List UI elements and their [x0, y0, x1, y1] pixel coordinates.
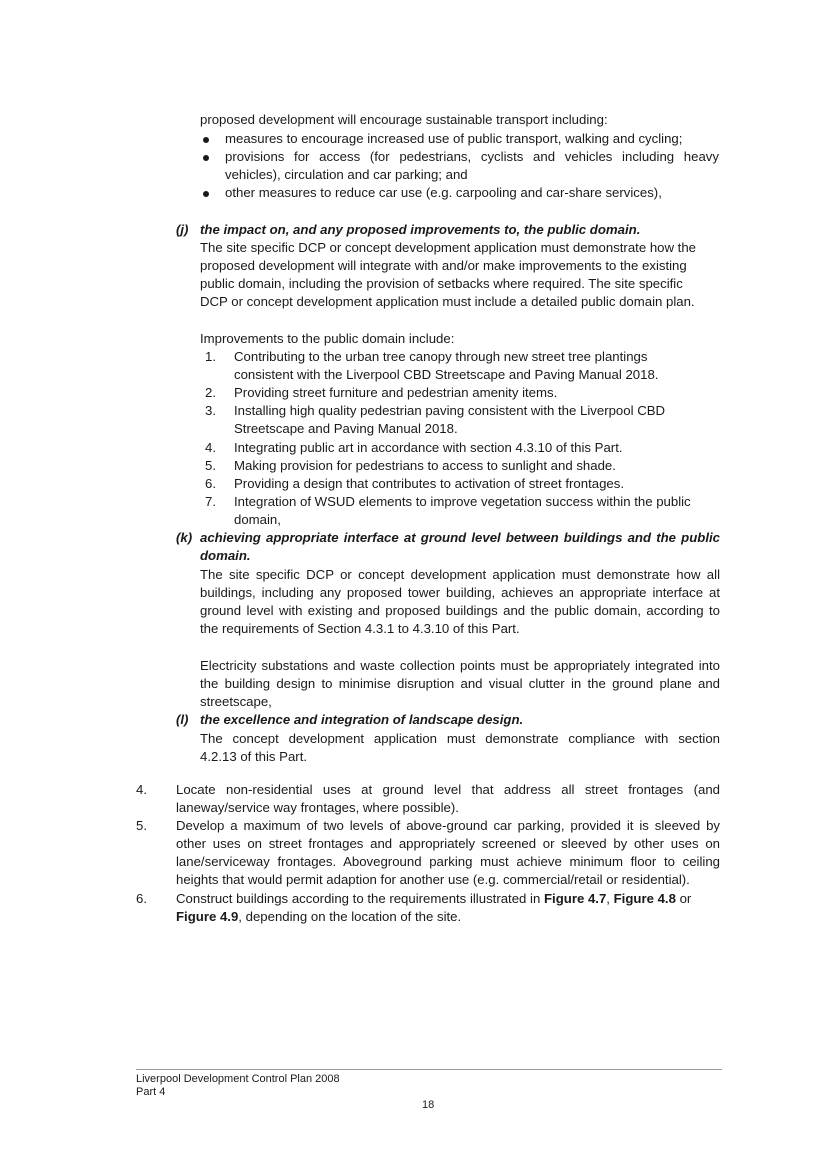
- footer-divider: [136, 1069, 722, 1070]
- improvement-number: 2.: [205, 385, 216, 400]
- item-j-label: (j): [176, 222, 189, 237]
- numbered-item-line: Develop a maximum of two levels of above-ground car parking, provided it is sleeved by: [176, 818, 720, 833]
- n6-text-end: , depending on the location of the site.: [238, 909, 462, 924]
- improvement-item-cont: consistent with the Liverpool CBD Streetscape and Paving Manual 2018.: [234, 367, 659, 382]
- improvement-number: 7.: [205, 494, 216, 509]
- bullet-dot: [203, 155, 209, 161]
- numbered-item-line: other uses on street frontages and appropriately screened or sleeved by other uses on: [176, 836, 720, 851]
- page-number: 18: [422, 1099, 435, 1111]
- item-k-para-line: ground level with existing and proposed buildings and the public domain, according to: [200, 603, 720, 618]
- item-k-heading-cont: domain.: [200, 548, 251, 563]
- item-k-para-line: The site specific DCP or concept development application must demonstrate how all: [200, 567, 720, 582]
- figure-4-8-ref: Figure 4.8: [613, 891, 676, 906]
- item-k-para-line: the requirements of Section 4.3.1 to 4.3.10 of this Part.: [200, 621, 520, 636]
- improvement-item: Contributing to the urban tree canopy through new street tree plantings: [234, 349, 648, 364]
- n6-text: Construct buildings according to the requirements illustrated in: [176, 891, 544, 906]
- numbered-item-line: [176, 908, 461, 926]
- item-l-label: (l): [176, 712, 189, 727]
- improvement-number: 6.: [205, 476, 216, 491]
- bullet-item-cont: vehicles), circulation and car parking; and: [225, 167, 468, 182]
- bullet-item: provisions for access (for pedestrians, cyclists and vehicles including heavy: [225, 149, 719, 164]
- item-l-para-line: The concept development application must demonstrate compliance with section: [200, 731, 720, 746]
- improvement-item: Making provision for pedestrians to access to sunlight and shade.: [234, 458, 616, 473]
- bullet-item: measures to encourage increased use of public transport, walking and cycling;: [225, 131, 683, 146]
- numbered-item-number: 6.: [136, 891, 147, 906]
- improvement-item: Providing a design that contributes to activation of street frontages.: [234, 476, 624, 491]
- improvements-intro: Improvements to the public domain include:: [200, 331, 455, 346]
- figure-4-9-ref: Figure 4.9: [176, 909, 239, 924]
- improvement-item: Providing street furniture and pedestrian amenity items.: [234, 385, 558, 400]
- footer-part: Part 4: [136, 1086, 166, 1098]
- numbered-item-line: laneway/service way frontages, where possible).: [176, 800, 459, 815]
- item-j-heading: the impact on, and any proposed improvements to, the public domain.: [200, 222, 641, 237]
- bullet-item: other measures to reduce car use (e.g. carpooling and car-share services),: [225, 185, 662, 200]
- item-k-para2-line: the building design to minimise disruption and visual clutter in the ground plane and: [200, 676, 720, 691]
- improvement-item: Integrating public art in accordance with section 4.3.10 of this Part.: [234, 440, 623, 455]
- bullet-dot: [203, 137, 209, 143]
- intro-line: proposed development will encourage sustainable transport including:: [200, 112, 608, 127]
- item-l-heading: the excellence and integration of landscape design.: [200, 712, 524, 727]
- item-j-para-line: proposed development will integrate with and/or make improvements to the existing: [200, 258, 687, 273]
- numbered-item-number: 4.: [136, 782, 147, 797]
- footer-title: Liverpool Development Control Plan 2008: [136, 1073, 340, 1085]
- bullet-dot: [203, 191, 209, 197]
- item-k-para2-line: streetscape,: [200, 694, 272, 709]
- improvement-number: 4.: [205, 440, 216, 455]
- item-j-para-line: DCP or concept development application must include a detailed public domain plan.: [200, 294, 695, 309]
- numbered-item-line: heights that would permit adaption for another use (e.g. commercial/retail or residential).: [176, 872, 690, 887]
- improvement-item: Installing high quality pedestrian paving consistent with the Liverpool CBD: [234, 403, 666, 418]
- item-k-para-line: buildings, including any proposed tower building, achieves an appropriate interface at: [200, 585, 720, 600]
- improvement-number: 1.: [205, 349, 216, 364]
- improvement-number: 5.: [205, 458, 216, 473]
- item-j-para-line: public domain, including the provision of setbacks where required. The site specific: [200, 276, 683, 291]
- item-k-heading: achieving appropriate interface at ground level between buildings and the public: [200, 530, 720, 545]
- n6-comma: ,: [606, 891, 614, 906]
- numbered-item-line: [176, 890, 720, 908]
- numbered-item-line: Locate non-residential uses at ground level that address all street frontages (and: [176, 782, 720, 797]
- item-k-para2-line: Electricity substations and waste collection points must be appropriately integrated into: [200, 658, 720, 673]
- improvement-item: Integration of WSUD elements to improve vegetation success within the public: [234, 494, 691, 509]
- numbered-item-number: 5.: [136, 818, 147, 833]
- item-l-para-line: 4.2.13 of this Part.: [200, 749, 308, 764]
- item-k-label: (k): [176, 530, 193, 545]
- improvement-number: 3.: [205, 403, 216, 418]
- item-j-para-line: The site specific DCP or concept development application must demonstrate how the: [200, 240, 697, 255]
- improvement-item-cont: domain,: [234, 512, 281, 527]
- n6-or: or: [675, 891, 692, 906]
- figure-4-7-ref: Figure 4.7: [543, 891, 607, 906]
- improvement-item-cont: Streetscape and Paving Manual 2018.: [234, 421, 458, 436]
- numbered-item-line: lane/serviceway frontages. Aboveground parking must achieve minimum floor to ceiling: [176, 854, 720, 869]
